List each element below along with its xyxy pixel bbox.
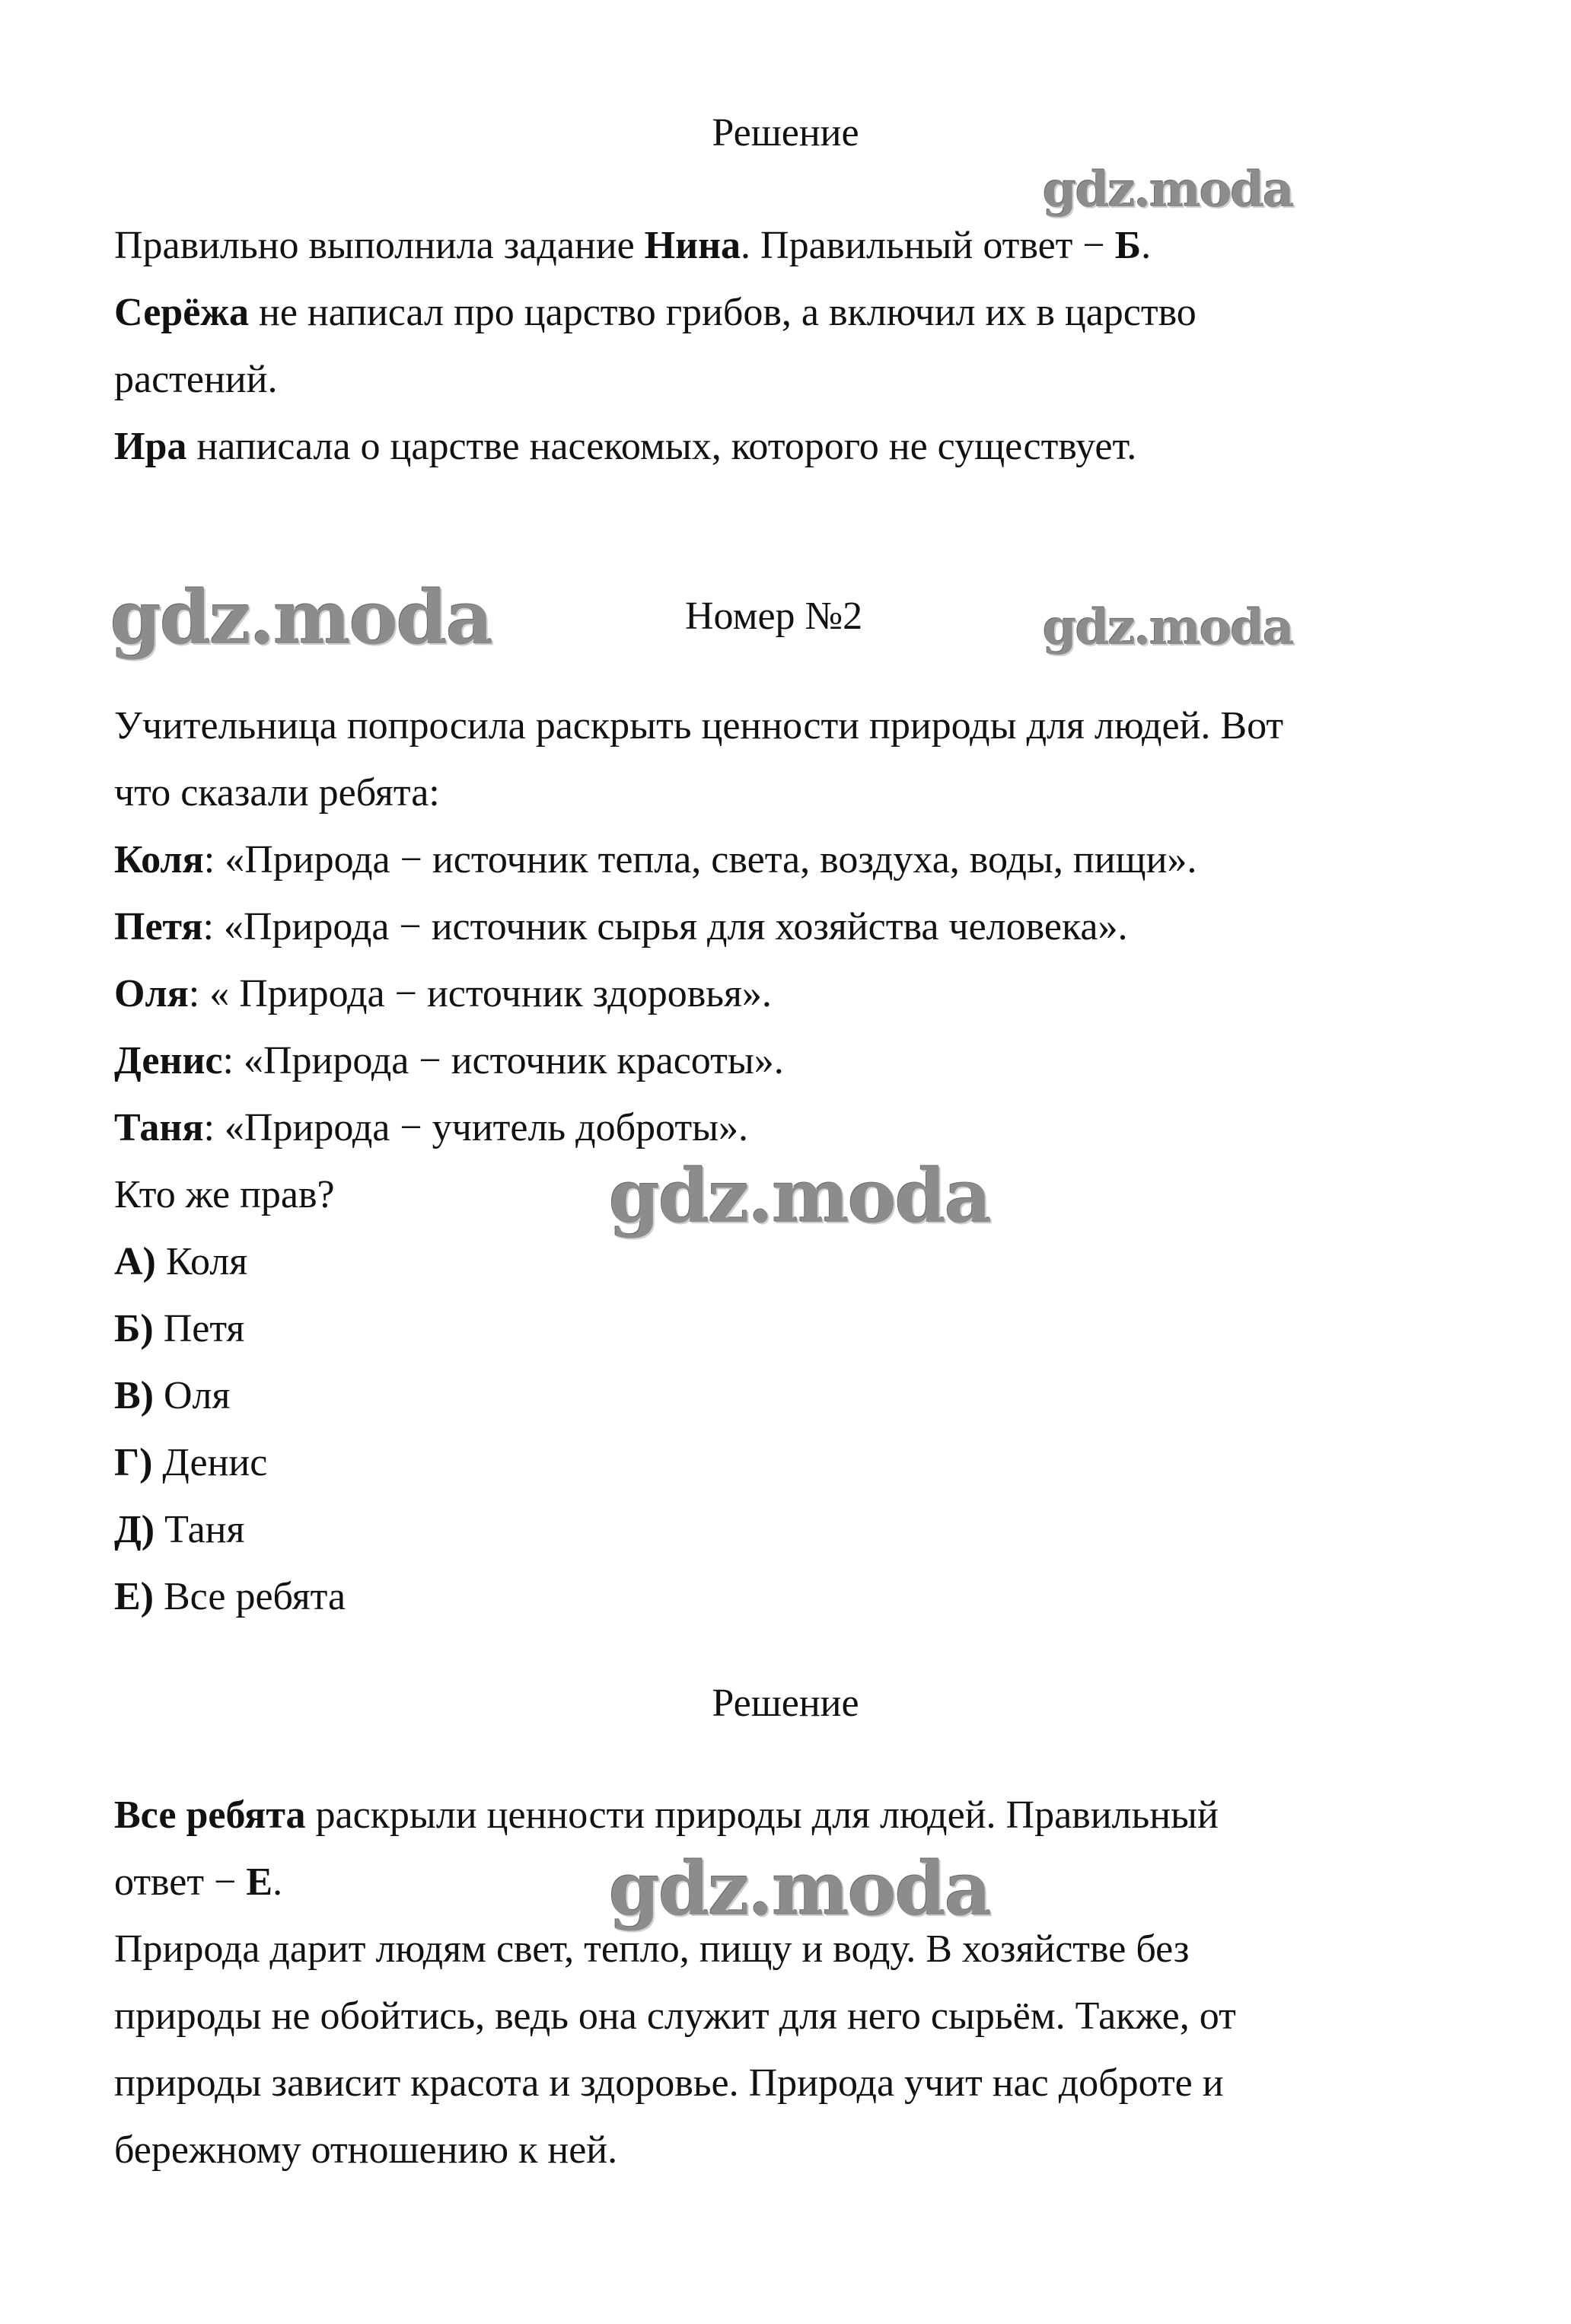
quote-text: : «Природа − источник красоты». <box>222 1039 784 1082</box>
bold-phrase: Все ребята <box>114 1793 306 1837</box>
watermark-logo: gdz.moda <box>609 1846 991 1932</box>
solution1-line-1 <box>114 223 1151 269</box>
option-text: Петя <box>153 1307 245 1350</box>
text-span: . <box>272 1860 283 1904</box>
bold-name: Нина <box>644 224 741 267</box>
watermark-logo: gdz.moda <box>1043 161 1293 218</box>
watermark-logo: gdz.moda <box>110 575 492 661</box>
text-span: написала о царстве насекомых, которого не существует. <box>186 425 1137 468</box>
solution2-line-6: бережному отношению к ней. <box>114 2128 618 2172</box>
solution2-line-1 <box>114 1793 1219 1838</box>
answer-option <box>114 1574 346 1620</box>
option-letter: А) <box>114 1240 156 1283</box>
solution2-line-3: Природа дарит людям свет, тепло, пищу и воду. В хозяйстве без <box>114 1927 1190 1971</box>
quote-text: : « Природа − источник здоровья». <box>188 972 772 1015</box>
quote-line <box>114 1038 784 1084</box>
quote-text: : «Природа − источник тепла, света, воздуха, воды, пищи». <box>203 838 1197 881</box>
task-question: Кто же прав? <box>114 1173 335 1216</box>
task-intro-line-2: что сказали ребята: <box>114 771 440 815</box>
task-title: Номер №2 <box>685 595 863 638</box>
quote-name: Петя <box>114 905 203 948</box>
solution1-line-3: растений. <box>114 358 278 401</box>
option-text: Оля <box>154 1374 231 1417</box>
quote-line <box>114 971 772 1017</box>
quote-line <box>114 904 1128 950</box>
answer-option <box>114 1373 230 1419</box>
quote-name: Таня <box>114 1106 204 1149</box>
answer-letter: Б <box>1114 224 1142 267</box>
solution2-line-2 <box>114 1860 282 1905</box>
quote-line <box>114 1105 748 1151</box>
solution-heading-2: Решение <box>712 1682 859 1725</box>
solution1-line-2 <box>114 290 1197 336</box>
answer-option <box>114 1239 247 1285</box>
task-intro-line-1: Учительница попросила раскрыть ценности природы для людей. Вот <box>114 704 1284 748</box>
option-letter: Е) <box>114 1575 154 1618</box>
quote-line <box>114 837 1197 883</box>
answer-letter: Е <box>246 1860 273 1904</box>
answer-option <box>114 1440 267 1486</box>
bold-name: Ира <box>114 425 187 468</box>
text-span: раскрыли ценности природы для людей. Правильный <box>305 1793 1219 1837</box>
text-span: . Правильный ответ − <box>741 224 1115 267</box>
solution2-line-5: природы зависит красота и здоровье. Природа учит нас доброте и <box>114 2061 1224 2105</box>
bold-name: Серёжа <box>114 291 249 334</box>
option-letter: Б) <box>114 1307 154 1350</box>
quote-text: : «Природа − источник сырья для хозяйства человека». <box>202 905 1128 948</box>
option-letter: В) <box>114 1374 154 1417</box>
watermark-logo: gdz.moda <box>1043 599 1293 656</box>
text-span: не написал про царство грибов, а включил их в царство <box>248 291 1197 334</box>
option-letter: Г) <box>114 1441 153 1484</box>
answer-option <box>114 1507 244 1553</box>
text-span: Правильно выполнила задание <box>114 224 645 267</box>
quote-name: Оля <box>114 972 189 1015</box>
text-span: . <box>1141 224 1152 267</box>
solution-heading-1: Решение <box>712 111 859 155</box>
watermark-logo: gdz.moda <box>609 1153 991 1239</box>
solution1-line-4 <box>114 424 1136 470</box>
option-text: Все ребята <box>154 1575 346 1618</box>
answer-option <box>114 1306 244 1352</box>
option-text: Коля <box>155 1240 248 1283</box>
quote-text: : «Природа − учитель доброты». <box>203 1106 749 1149</box>
option-text: Денис <box>152 1441 268 1484</box>
quote-name: Денис <box>114 1039 223 1082</box>
quote-name: Коля <box>114 838 204 881</box>
text-span: ответ − <box>114 1860 247 1904</box>
option-letter: Д) <box>114 1508 155 1551</box>
solution2-line-4: природы не обойтись, ведь она служит для него сырьём. Также, от <box>114 1994 1236 2038</box>
option-text: Таня <box>155 1508 245 1551</box>
